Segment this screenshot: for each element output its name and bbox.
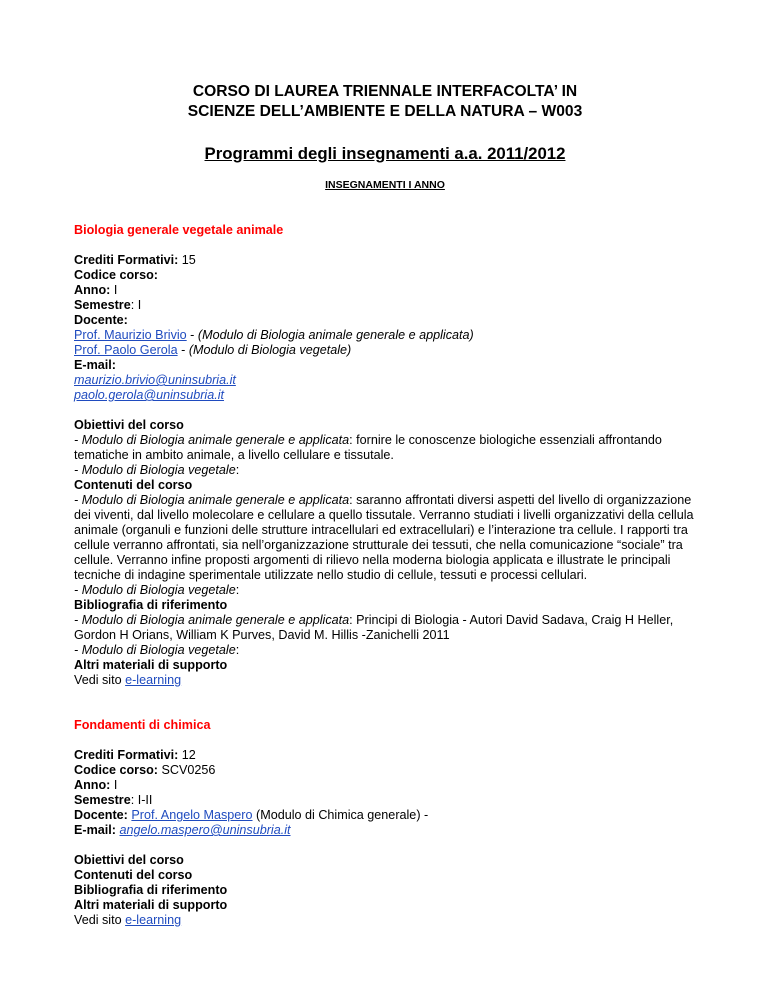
email-gerola-link[interactable]: paolo.gerola@uninsubria.it (74, 388, 225, 402)
altri-heading (74, 898, 696, 913)
docente-row (74, 313, 696, 328)
anno-label: Anno: (74, 778, 111, 792)
course-details-chimica (74, 853, 696, 928)
course-title-chimica: Fondamenti di chimica (74, 718, 211, 732)
elearning-link[interactable]: e-learning (125, 673, 182, 687)
email-row (74, 823, 696, 838)
document-page (74, 82, 696, 928)
codice-value: SCV0256 (157, 763, 216, 777)
contenuti-animale (74, 493, 696, 583)
prof-brivio-link[interactable]: Prof. Maurizio Brivio (74, 328, 187, 342)
obiettivi-text: : fornire le conoscenze biologiche essenziali affrontando tematiche in ambito animale, a livello cellulare e tissutale. (74, 433, 662, 462)
crediti-value: 12 (178, 748, 196, 762)
course-info-chimica (74, 748, 696, 838)
module-name: - Modulo di Biologia vegetale (74, 463, 236, 477)
biblio-label: Bibliografia di riferimento (74, 883, 228, 897)
codice-label: Codice corso: (74, 268, 158, 282)
docente-row (74, 808, 696, 823)
year-heading: INSEGNAMENTI I ANNO (325, 179, 445, 191)
obiettivi-vegetale (74, 463, 696, 478)
codice-label: Codice corso: (74, 763, 158, 777)
doc-title-line1: CORSO DI LAUREA TRIENNALE INTERFACOLTA’ IN (192, 83, 578, 100)
contenuti-heading (74, 478, 696, 493)
vedi-sito-row (74, 673, 696, 688)
vedi-sito-text: Vedi sito (74, 673, 126, 687)
crediti-row (74, 748, 696, 763)
biblio-animale (74, 613, 696, 643)
anno-row (74, 283, 696, 298)
course-title-biologia: Biologia generale vegetale animale (74, 223, 284, 237)
obiettivi-heading (74, 853, 696, 868)
email-gerola-row (74, 388, 696, 403)
crediti-row (74, 253, 696, 268)
contenuti-label: Contenuti del corso (74, 478, 193, 492)
crediti-label: Crediti Formativi: (74, 253, 179, 267)
anno-value: I (110, 283, 118, 297)
doc-subtitle: Programmi degli insegnamenti a.a. 2011/2012 (204, 144, 566, 163)
biblio-vegetale (74, 643, 696, 658)
module-name: - Modulo di Biologia vegetale (74, 643, 236, 657)
vedi-sito-row (74, 913, 696, 928)
obiettivi-heading (74, 418, 696, 433)
contenuti-vegetale (74, 583, 696, 598)
email-maspero-link[interactable]: angelo.maspero@uninsubria.it (119, 823, 291, 837)
module-name: - Modulo di Biologia animale generale e applicata (74, 613, 350, 627)
email-label: E-mail: (74, 823, 116, 837)
elearning-link[interactable]: e-learning (125, 913, 182, 927)
email-brivio-link[interactable]: maurizio.brivio@uninsubria.it (74, 373, 236, 387)
codice-row (74, 763, 696, 778)
obiettivi-label: Obiettivi del corso (74, 418, 184, 432)
prof-brivio-module: (Modulo di Biologia animale generale e applicata) (197, 328, 474, 342)
module-name: - Modulo di Biologia vegetale (74, 583, 236, 597)
anno-label: Anno: (74, 283, 111, 297)
crediti-label: Crediti Formativi: (74, 748, 179, 762)
codice-row (74, 268, 696, 283)
semestre-label: Semestre (74, 298, 131, 312)
email-brivio-row (74, 373, 696, 388)
module-name: - Modulo di Biologia animale generale e applicata (74, 433, 350, 447)
docente-brivio-row (74, 328, 696, 343)
module-name: - Modulo di Biologia animale generale e applicata (74, 493, 350, 507)
obiettivi-animale (74, 433, 696, 463)
contenuti-heading (74, 868, 696, 883)
anno-row (74, 778, 696, 793)
altri-label: Altri materiali di supporto (74, 658, 228, 672)
course-details-biologia (74, 418, 696, 688)
semestre-value: : I (130, 298, 142, 312)
biblio-heading (74, 883, 696, 898)
biblio-label: Bibliografia di riferimento (74, 598, 228, 612)
contenuti-label: Contenuti del corso (74, 868, 193, 882)
obiettivi-label: Obiettivi del corso (74, 853, 184, 867)
prof-maspero-link[interactable]: Prof. Angelo Maspero (131, 808, 253, 822)
separator: - (186, 328, 198, 342)
prof-maspero-module: (Modulo di Chimica generale) - (252, 808, 429, 822)
contenuti-text: : (235, 583, 240, 597)
biblio-text: : (235, 643, 240, 657)
email-label: E-mail: (74, 358, 116, 372)
course-info-biologia (74, 253, 696, 403)
semestre-row (74, 793, 696, 808)
semestre-row (74, 298, 696, 313)
email-row (74, 358, 696, 373)
prof-gerola-module: (Modulo di Biologia vegetale) (188, 343, 352, 357)
biblio-heading (74, 598, 696, 613)
doc-title-line2: SCIENZE DELL’AMBIENTE E DELLA NATURA – W003 (187, 103, 583, 120)
vedi-sito-text: Vedi sito (74, 913, 126, 927)
docente-gerola-row (74, 343, 696, 358)
semestre-value: : I-II (130, 793, 153, 807)
biblio-text: : Principi di Biologia - Autori David Sadava, Craig H Heller, Gordon H Orians, William K Purves, David M. Hillis -Zanichelli 2011 (74, 613, 674, 642)
contenuti-text: : saranno affrontati diversi aspetti del livello di organizzazione dei viventi, dal livello molecolare e cellulare a quello tissutale. Verranno studiati i livelli organizzativi della cellula animale (organuli e funzioni delle strutture intracellulari ed extracellulari) e l’interazione tra cellule. I rapporti tra cellule verranno affrontati, sia nell’organizzazione strutturale dei tessuti, che nella comunicazione “sociale” tra cellule. Verranno infine proposti argomenti di rilievo nella moderna biologia applicata e illustrate le principali tecniche di indagine sperimentale utilizzate nello studio di cellule, tessuti e processi cellulari. (74, 493, 694, 582)
prof-gerola-link[interactable]: Prof. Paolo Gerola (74, 343, 178, 357)
docente-label: Docente: (74, 313, 128, 327)
altri-heading (74, 658, 696, 673)
anno-value: I (110, 778, 118, 792)
separator: - (177, 343, 189, 357)
semestre-label: Semestre (74, 793, 131, 807)
crediti-value: 15 (178, 253, 196, 267)
altri-label: Altri materiali di supporto (74, 898, 228, 912)
docente-label: Docente: (74, 808, 128, 822)
obiettivi-text: : (235, 463, 240, 477)
